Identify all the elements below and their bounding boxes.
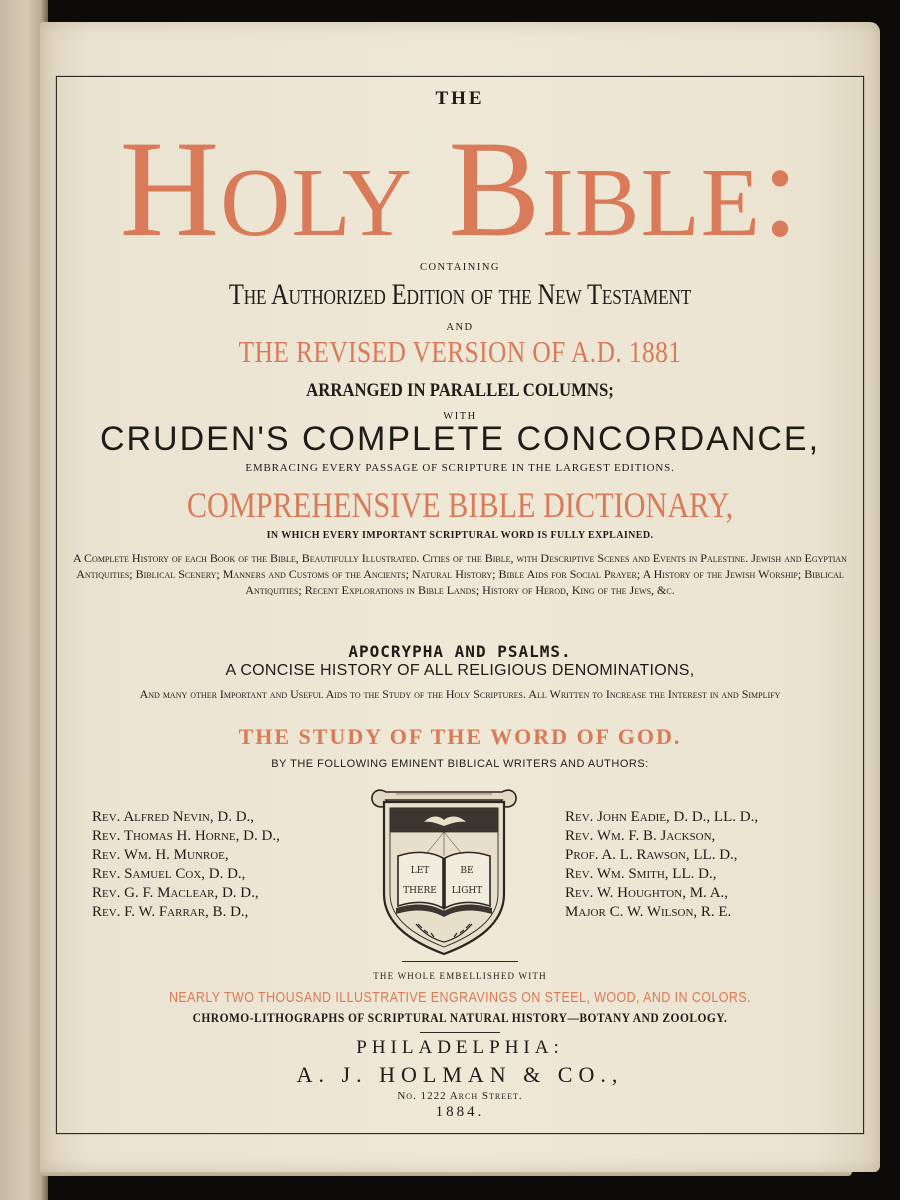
contents-paragraph-1: A Complete History of each Book of the Bible, Beautifully Illustrated. Cities of the Bible, with Descriptive Scenes and Events in Palestine. Jewish and Egyptian Antiquities; Biblical Scenery; Manners and Customs of the Ancients; Natural History; Bible Aids for Social Prayer; A History of the Jewish Worship; Biblical Antiquities; Recent Explorations in Bible Lands; History of Herod, King of the Jews, &c. xyxy=(73,551,847,597)
revised-version-line: THE REVISED VERSION OF A.D. 1881 xyxy=(238,334,682,369)
author-name: Rev. John Eadie, D. D., LL. D., xyxy=(565,809,759,825)
engravings-line: NEARLY TWO THOUSAND ILLUSTRATIVE ENGRAVINGS ON STEEL, WOOD, AND IN COLORS. xyxy=(168,990,751,1006)
authorized-edition-line: The Authorized Edition of the New Testament xyxy=(228,278,692,311)
and-label: AND xyxy=(446,322,474,333)
author-name: Rev. Thomas H. Horne, D. D., xyxy=(92,828,280,844)
imprint-year: 1884. xyxy=(435,1104,485,1120)
concise-history-line: A CONCISE HISTORY OF ALL RELIGIOUS DENOMINATIONS, xyxy=(225,662,695,679)
imprint-city: PHILADELPHIA: xyxy=(356,1037,564,1058)
contents-paragraph-2: And many other Important and Useful Aids to the Study of the Holy Scriptures. All Written to Increase the Interest in and Simplify xyxy=(139,687,781,701)
author-name: Rev. Wm. Smith, LL. D., xyxy=(565,866,717,882)
shield-book-emblem-icon xyxy=(366,774,522,960)
title-page xyxy=(40,22,880,1172)
bible-dictionary-line: COMPREHENSIVE BIBLE DICTIONARY, xyxy=(186,485,734,525)
divider-rule xyxy=(402,961,518,962)
imprint-street: No. 1222 Arch Street. xyxy=(397,1090,523,1102)
authors-left-list xyxy=(92,808,280,922)
embracing-line: EMBRACING EVERY PASSAGE OF SCRIPTURE IN THE LARGEST EDITIONS. xyxy=(245,462,675,474)
author-name: Prof. A. L. Rawson, LL. D., xyxy=(565,847,738,863)
book-text-there: THERE xyxy=(403,886,437,896)
author-name: Rev. W. Houghton, M. A., xyxy=(565,885,729,901)
author-name: Rev. Samuel Cox, D. D., xyxy=(92,866,246,882)
authors-right-list xyxy=(565,808,758,922)
divider-rule xyxy=(420,1032,500,1033)
chromo-lithographs-line: CHROMO-LITHOGRAPHS OF SCRIPTURAL NATURAL HISTORY—BOTANY AND ZOOLOGY. xyxy=(192,1011,728,1025)
author-name: Rev. Wm. F. B. Jackson, xyxy=(565,828,716,844)
authors-intro-line: BY THE FOLLOWING EMINENT BIBLICAL WRITERS AND AUTHORS: xyxy=(271,758,649,770)
book-text-let: LET xyxy=(410,866,430,876)
imprint-publisher: A. J. HOLMAN & CO., xyxy=(296,1062,624,1087)
title-the: THE xyxy=(435,88,485,109)
main-title: Holy Bible: xyxy=(119,112,801,265)
apocrypha-line: APOCRYPHA AND PSALMS. xyxy=(348,642,572,661)
author-name: Rev. F. W. Farrar, B. D., xyxy=(92,904,249,920)
embellished-line: THE WHOLE EMBELLISHED WITH xyxy=(373,971,547,981)
with-label: WITH xyxy=(443,411,477,422)
book-text-be: BE xyxy=(460,866,474,876)
cruden-concordance-line: CRUDEN'S COMPLETE CONCORDANCE, xyxy=(99,420,821,458)
arranged-columns-line: ARRANGED IN PARALLEL COLUMNS; xyxy=(306,380,614,401)
author-name: Major C. W. Wilson, R. E. xyxy=(565,904,732,920)
study-word-of-god-line: THE STUDY OF THE WORD OF GOD. xyxy=(238,724,682,749)
author-name: Rev. Wm. H. Munroe, xyxy=(92,847,229,863)
book-text-light: LIGHT xyxy=(451,886,483,896)
containing-label: CONTAINING xyxy=(419,262,501,273)
in-which-line: IN WHICH EVERY IMPORTANT SCRIPTURAL WORD IS FULLY EXPLAINED. xyxy=(266,530,654,541)
author-name: Rev. Alfred Nevin, D. D., xyxy=(92,809,255,825)
author-name: Rev. G. F. Maclear, D. D., xyxy=(92,885,259,901)
